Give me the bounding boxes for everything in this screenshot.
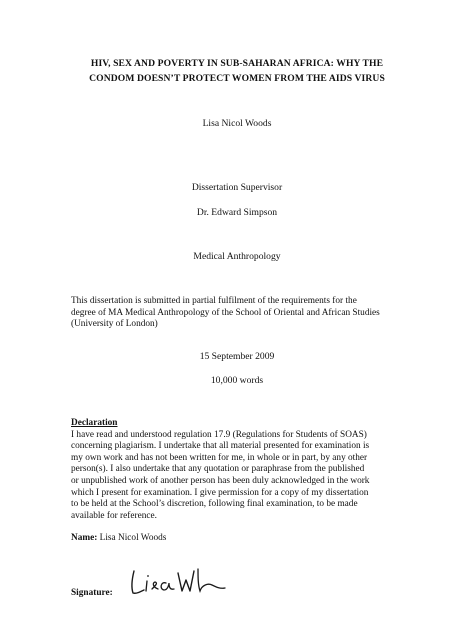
declaration-line: I have read and understood regulation 17.9 (Regulations for Students of SOAS) xyxy=(71,429,367,440)
name-label: Name: xyxy=(71,533,98,543)
submission-statement xyxy=(71,296,411,331)
submission-date: 15 September 2009 xyxy=(199,351,275,362)
supervisor-label: Dissertation Supervisor xyxy=(191,182,283,193)
title-line-2: CONDOM DOESN’T PROTECT WOMEN FROM THE AIDS VIRUS xyxy=(89,73,385,84)
author-name: Lisa Nicol Woods xyxy=(202,118,272,129)
declaration-line: which I present for examination. I give permission for a copy of my dissertation xyxy=(71,487,369,498)
submission-line-3: (University of London) xyxy=(71,319,158,330)
declaration-line: or unpublished work of another person has been duly acknowledged in the work xyxy=(71,475,370,486)
submission-line-1: This dissertation is submitted in partial fulfilment of the requirements for the xyxy=(71,296,357,306)
word-count: 10,000 words xyxy=(210,375,264,386)
document-title xyxy=(40,56,434,86)
declaration-section xyxy=(71,418,411,522)
declaration-line: concerning plagiarism. I undertake that all material presented for examination is xyxy=(71,441,370,452)
name-value: Lisa Nicol Woods xyxy=(97,533,167,543)
declaration-line: available for reference. xyxy=(71,510,157,521)
handwritten-signature xyxy=(128,563,228,599)
title-line-1: HIV, SEX AND POVERTY IN SUB-SAHARAN AFRICA: WHY THE xyxy=(90,58,384,69)
program-name: Medical Anthropology xyxy=(193,251,281,262)
declaration-line: to be held at the School’s discretion, following final examination, to be made xyxy=(71,499,358,510)
declaration-line: my own work and has not been written for me, in whole or in part, by any other xyxy=(71,452,368,463)
name-field xyxy=(71,533,166,543)
supervisor-name: Dr. Edward Simpson xyxy=(196,207,278,218)
signature-label: Signature: xyxy=(71,588,113,598)
submission-line-2: degree of MA Medical Anthropology of the School of Oriental and African Studies xyxy=(71,307,380,318)
declaration-line: person(s). I also undertake that any quotation or paraphrase from the published xyxy=(71,464,365,475)
declaration-heading: Declaration xyxy=(71,418,118,428)
